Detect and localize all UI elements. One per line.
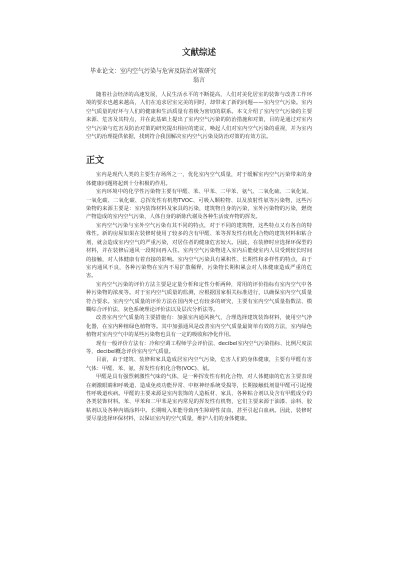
document-title: 文献综述 xyxy=(181,48,216,58)
body-paragraph-1: 室内是现代人类的主要生存场所之一，优化室内空气质量，对于缓解室内空气污染带来的身体健康问题将起到十分积极的作用。 xyxy=(86,172,312,187)
body-paragraph-7: 目前，由于建筑、装修和家具造成居室内空气污染，危害人们的身体健康，主要有甲醛有害气体：甲醛、苯、氨、挥发性有机化合物(VOC)、氡。 xyxy=(86,357,312,372)
body-paragraph-3: 室内空气污染与室外空气污染有其不同的特点，对于不同的建筑物，这些特点又有各自的特殊性。新的房屋如果在装修时使用了较多的含有甲醛、苯等挥发性有机化合物的建筑材料和粘合剂，就会造成室内空气的严重污染，对居住者的健康危害较大。因此，在装修时应选择环保型的材料，并在装修后通风一段时间再入住。室内空气污染物进入室内后能使室内人员受到较长时间的接触，对人体健康有着直接的影响。室内空气污染具有累积性、长期性和多样性的特点，由于室内通风不良，各种污染物在室内不易扩散稀释，污染物长期积累会对人体健康造成严重的危害。 xyxy=(86,222,312,280)
body-paragraph-6: 现有一般评价方法有：冷和空调工程师学会评价法、decibel室内空气污染指标、比例尺度法等，decibel概念评价室内空气质量。 xyxy=(86,340,312,355)
document-subtitle: 毕业论文：室内空气污染与危害及防治对策研究 xyxy=(90,68,217,75)
abstract-paragraph: 随着社会经济的高速发展，人民生活水平的不断提高，人们对美化居室的装饰与改善工作环境的要求也越来越高，人们在追求居室完美的同时，却带来了新的问题——室内空气污染。室内空气质量的好坏与人们的健康和生活质量有着极为密切的联系。本文介绍了室内空气污染的主要来源、危害及其特点，并在此基础上提出了室内空气污染的防治措施和对策，目的是通过对室内空气污染与危害及防治对策的研究提出相应的建议，唤起人们对室内空气污染的重视，并为室内空气的治理提供依据，找到符合我国解决室内空气污染及防治对策的有效方法。 xyxy=(86,92,312,141)
author-name: 翁言 xyxy=(192,77,205,84)
section-heading: 正文 xyxy=(86,156,105,167)
body-paragraph-5: 改善室内空气质量的主要措施有：加强室内通风换气，合理选择建筑装饰材料，使用空气净化器，在室内种植绿色植物等。其中加强通风是改善室内空气质量最简单有效的方法，室内绿色植物对室内空气中的某些污染物也具有一定的吸收和净化作用。 xyxy=(86,315,312,339)
body-paragraph-4: 室内空气污染的评价方法主要是定量分析和定性分析两种，常用的评价指标有室内空气中各种污染物的浓度等。对于室内空气质量的监测，应根据国家相关标准进行，以确保室内空气质量符合要求。室内空气质量的评价方法在国内外已有较多的研究，主要有室内空气质量指数法、模糊综合评价法、灰色系统理论评价法以及层次分析法等。 xyxy=(86,281,312,313)
body-text xyxy=(86,171,312,423)
body-paragraph-2: 室内环境中的化学性污染物主要有甲醛、苯、甲苯、二甲苯、氨气、二氧化硫、二氧化氮、一氧化碳、二氧化碳、总挥发性有机物TVOC、可吸入颗粒物、以及放射性氡等污染物，这些污染物的来源主要是：室内装饰材料及家具的污染，建筑物自身的污染，室外污染物的污染，燃烧产物造成的室内空气污染，人体自身的新陈代谢及各种生活废弃物的挥发。 xyxy=(86,189,312,221)
body-paragraph-8: 甲醛是具有强烈刺激性气味的气体，是一种挥发性有机化合物，对人体健康的危害主要表现在刺激眼睛和呼吸道、造成免疫功能异常、中枢神经系统受损等，长期接触低剂量甲醛可引起慢性呼吸道疾病。甲醛的主要来源是室内装饰的人造板材、家具、各种粘合剂以及含有甲醛成分的各类装饰材料。苯、甲苯和二甲苯是室内常见的挥发性有机物，它们主要来源于油漆、涂料、胶粘剂以及各种内墙涂料中。长期吸入苯能导致再生障碍性贫血，甚至引起白血病。因此，装修时要尽量选择环保材料，以保证室内的空气质量，维护人们的身体健康。 xyxy=(86,374,312,423)
